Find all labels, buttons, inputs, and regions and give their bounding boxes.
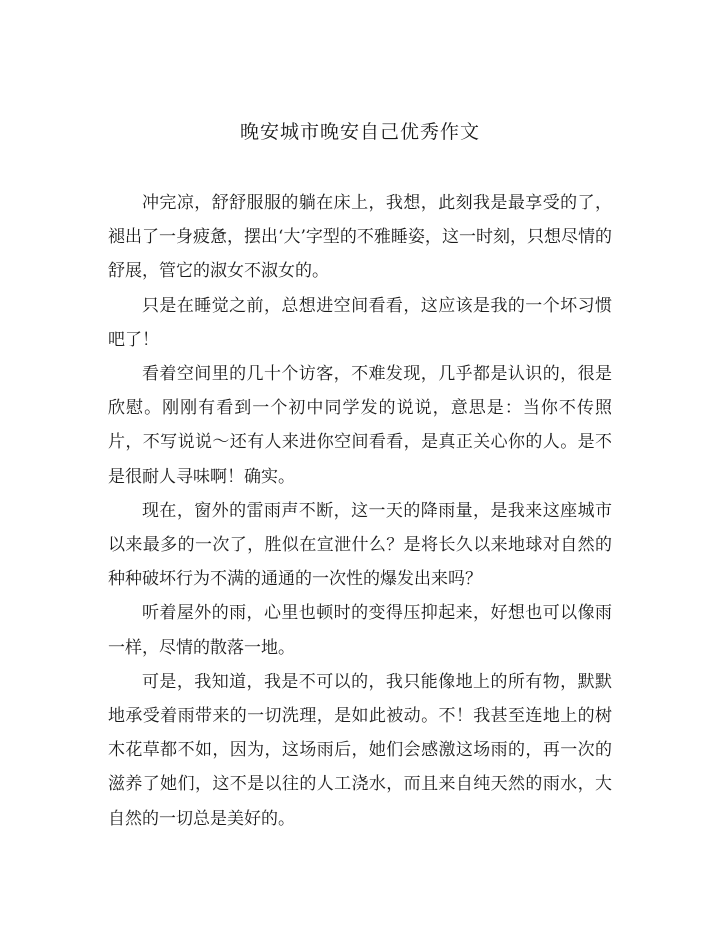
paragraph: 听着屋外的雨，心里也顿时的变得压抑起来，好想也可以像雨一样，尽情的散落一地。 bbox=[108, 603, 612, 658]
paragraph: 现在，窗外的雷雨声不断，这一天的降雨量，是我来这座城市以来最多的一次了，胜似在宣泄什么？是将长久以来地球对自然的种种破坏行为不满的通通的一次性的爆发出来吗？ bbox=[108, 500, 612, 590]
paragraph: 冲完凉，舒舒服服的躺在床上，我想，此刻我是最享受的了，褪出了一身疲惫，摆出‘大’字型的不雅睡姿，这一时刻，只想尽情的舒展，管它的淑女不淑女的。 bbox=[108, 193, 612, 282]
paragraph: 看着空间里的几十个访客，不难发现，几乎都是认识的，很是欣慰。刚刚有看到一个初中同学发的说说，意思是：当你不传照片，不写说说～还有人来进你空间看看，是真正关心你的人。是不是很耐人寻味啊！确实。 bbox=[108, 364, 612, 487]
document-body bbox=[108, 186, 612, 836]
document-title: 晚安城市晚安自己优秀作文 bbox=[239, 121, 480, 143]
paragraph: 可是，我知道，我是不可以的，我只能像地上的所有物，默默地承受着雨带来的一切洗理，是如此被动。不！我甚至连地上的树木花草都不如，因为，这场雨后，她们会感激这场雨的，再一次的滋养了她们，这不是以往的人工浇水，而且来自纯天然的雨水，大自然的一切总是美好的。 bbox=[108, 671, 612, 829]
paragraph: 只是在睡觉之前，总想进空间看看，这应该是我的一个坏习惯吧了！ bbox=[108, 295, 612, 350]
